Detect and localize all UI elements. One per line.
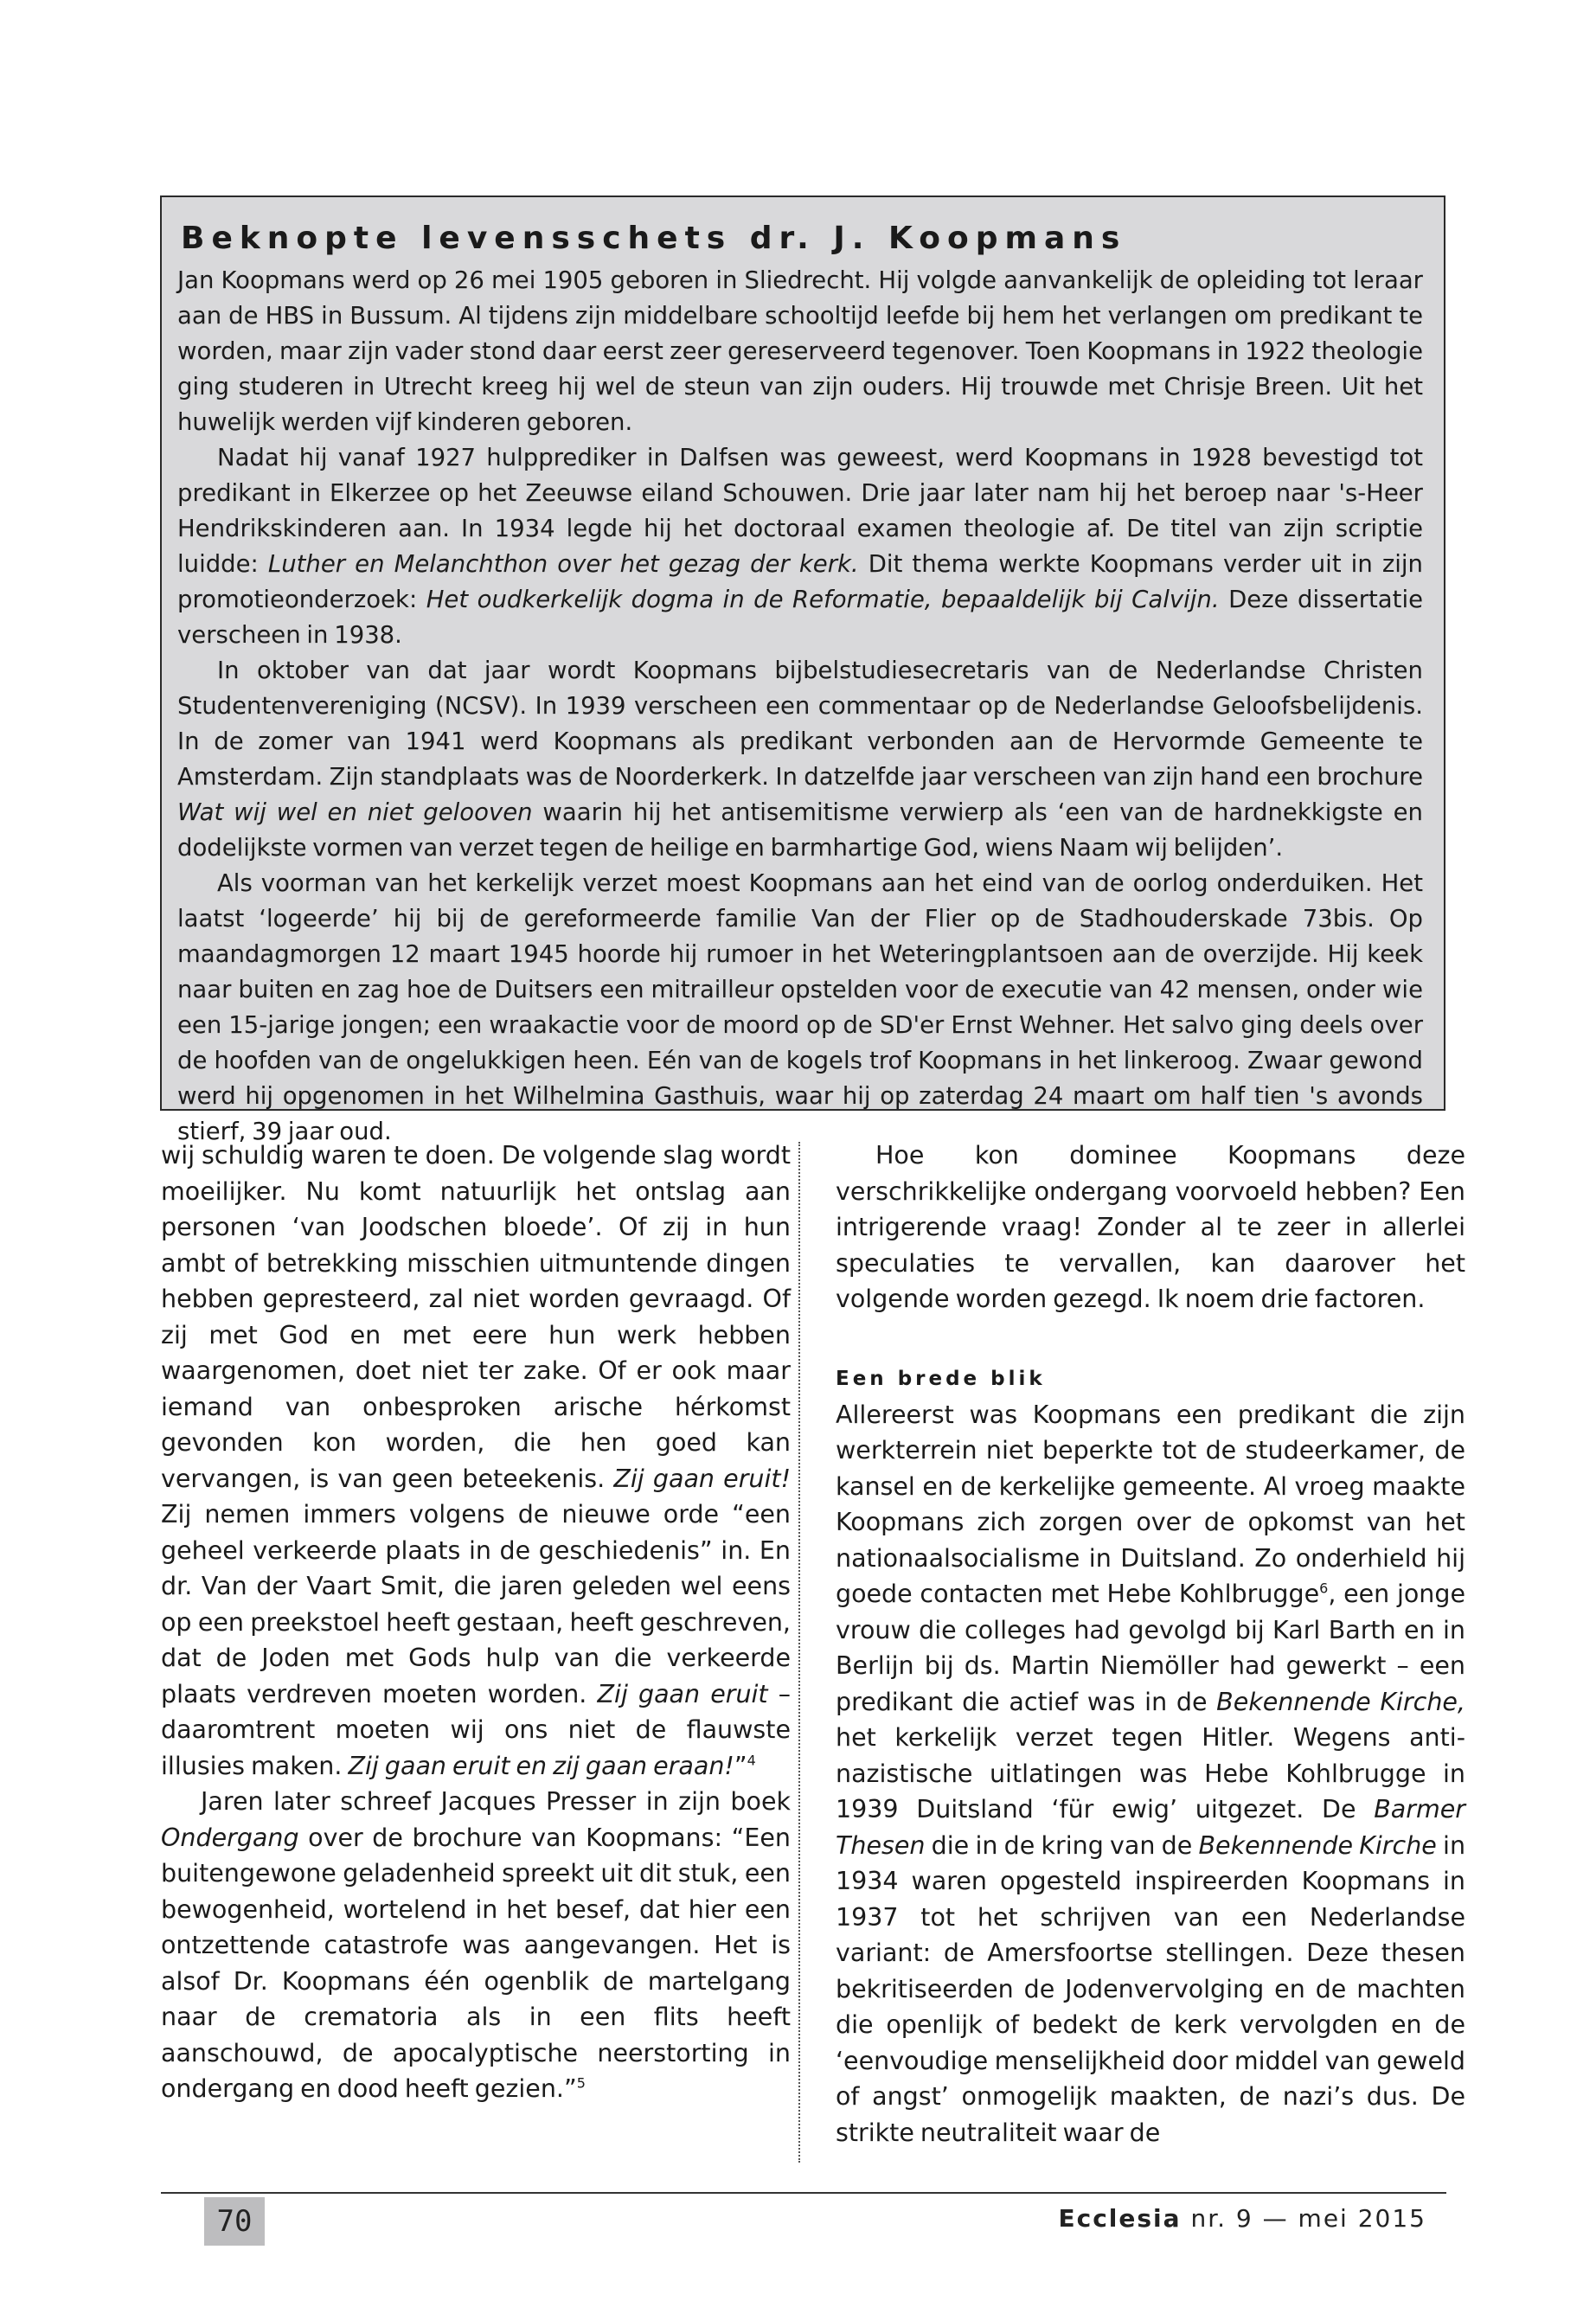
- sidebar-p2-text-b: Dit thema werkte Koopmans verder uit in zijn promotieonderzoek:: [177, 550, 1423, 613]
- left-p1-text-a: wij schuldig waren te doen. De volgende slag wordt moeilijker. Nu komt natuurlijk het ontslag aan personen ‘van Joodschen bloede’. Of zij in hun ambt of betrekking misschien uitmuntende dingen hebben gepresteerd, zal niet worden gevraagd. Of zij met God en met eere hun werk hebben waargenomen, doet niet ter zake. Of er ook maar iemand van onbesproken arische hérkomst gevonden kon worden, die hen goed kan vervangen, is van geen beteekenis.: [161, 1141, 791, 1493]
- left-p1-italic-1: Zij gaan eruit!: [613, 1464, 791, 1493]
- sidebar-title: Beknopte levensschets dr. J. Koopmans: [181, 221, 1127, 256]
- right-paragraph-2: [836, 1397, 1465, 2151]
- sidebar-paragraph-4: [177, 866, 1423, 1150]
- footnote-ref-5: 5: [576, 2074, 586, 2092]
- right-p2-italic-2: Barmer Thesen: [836, 1795, 1465, 1860]
- right-p2-text-c: het kerkelijk verzet tegen Hitler. Wegens anti-nazistische uitlatingen was Hebe Kohlbrugge in 1939 Duitsland ‘für ewig’ uitgezet. De: [836, 1723, 1465, 1823]
- right-p2-text-e: in 1934 waren opgesteld inspireerden Koopmans in 1937 tot het schrijven van een Nederlandse variant: de Amersfoortse stellingen. Deze thesen bekritiseerden de Jodenvervolging en de machten die openlijk of bedekt de kerk vervolgden en de ‘eenvoudige menselijkheid door middel van geweld of angst’ onmogelijk maakten, de nazi’s dus. De strikte neutraliteit waar de: [836, 1830, 1466, 2147]
- issue-label: nr. 9 — mei 2015: [1181, 2204, 1426, 2233]
- right-p2-text-b: , een jonge vrouw die colleges had gevolgd bij Karl Barth en in Berlijn bij ds. Martin Niemöller had gewerkt – een predikant die actief was in de: [836, 1580, 1465, 1716]
- sidebar-p3-italic-title: Wat wij wel en niet gelooven: [177, 798, 533, 826]
- right-p1-text: Hoe kon dominee Koopmans deze verschrikkelijke ondergang voorvoeld hebben? Een intrigerende vraag! Zonder al te zeer in allerlei speculaties te vervallen, kan daarover het volgende worden gezegd. Ik noem drie factoren.: [836, 1141, 1465, 1313]
- footnote-ref-6: 6: [1319, 1580, 1329, 1597]
- magazine-name: Ecclesia: [1058, 2204, 1182, 2233]
- footer-rule: [161, 2192, 1446, 2194]
- right-p2-text-a: Allereerst was Koopmans een predikant die zijn werkterrein niet beperkte tot de studeerkamer, de kansel en de kerkelijke gemeente. Al vroeg maakte Koopmans zich zorgen over de opkomst van het nationaalsocialisme in Duitsland. Zo onderhield hij goede contacten met Hebe Kohlbrugge: [836, 1400, 1465, 1608]
- left-paragraph-2: [161, 1784, 791, 2107]
- footer-issue-info: [1058, 2204, 1426, 2233]
- column-divider: [798, 1142, 800, 2163]
- sidebar-paragraph-3: [177, 653, 1423, 866]
- right-p2-italic-3: Bekennende Kirche: [1198, 1830, 1437, 1860]
- left-p2-text-b: over de brochure van Koopmans: “Een buitengewone geladenheid spreekt uit dit stuk, een bewogenheid, wortelend in het besef, dat hier een ontzettende catastrofe was aangevangen. Het is alsof Dr. Koopmans één ogenblik de martelgang naar de crematoria als in een flits heeft aanschouwd, de apocalyptische neerstorting in ondergang en dood heeft gezien.”: [161, 1823, 791, 2103]
- sidebar-p2-italic-title-1: Luther en Melanchthon over het gezag der kerk.: [267, 550, 859, 578]
- left-p1-italic-3: Zij gaan eruit en zij gaan eraan!: [348, 1751, 734, 1780]
- sidebar-p2-text-c: Deze dissertatie verscheen in 1938.: [177, 586, 1424, 649]
- left-column: [161, 1138, 791, 2107]
- sidebar-p3-text-a: In oktober van dat jaar wordt Koopmans bijbelstudiesecretaris van de Nederlandse Christen Studentenvereniging (NCSV). In 1939 verscheen een commentaar op de Nederlandse Geloofsbelijdenis. In de zomer van 1941 werd Koopmans als predikant verbonden aan de Hervormde Gemeente te Amsterdam. Zijn standplaats was de Noorderkerk. In datzelfde jaar verscheen van zijn hand een brochure: [177, 657, 1423, 791]
- left-p2-text-a: Jaren later schreef Jacques Presser in zijn boek: [201, 1787, 791, 1816]
- sidebar-paragraph-1: [177, 263, 1423, 440]
- sidebar-paragraph-2: [177, 440, 1423, 653]
- left-p1-italic-2: Zij gaan eruit: [597, 1679, 768, 1708]
- left-p1-text-b: Zij nemen immers volgens de nieuwe orde “een geheel verkeerde plaats in de geschiedenis” in. En dr. Van der Vaart Smit, die jaren geleden wel eens op een preekstoel heeft gestaan, heeft geschreven, dat de Joden met Gods hulp van die verkeerde plaats verdreven moeten worden.: [161, 1500, 791, 1708]
- sidebar-p1-text: Jan Koopmans werd op 26 mei 1905 geboren in Sliedrecht. Hij volgde aanvankelijk de opleiding tot leraar aan de HBS in Bussum. Al tijdens zijn middelbare schooltijd leefde bij hem het verlangen om predikant te worden, maar zijn vader stond daar eerst zeer gereserveerd tegenover. Toen Koopmans in 1922 theologie ging studeren in Utrecht kreeg hij wel de steun van zijn ouders. Hij trouwde met Chrisje Breen. Uit het huwelijk werden vijf kinderen geboren.: [177, 266, 1423, 436]
- page-number: 70: [204, 2197, 265, 2246]
- right-column: [836, 1138, 1465, 2150]
- sidebar-p4-text: Als voorman van het kerkelijk verzet moest Koopmans aan het eind van de oorlog onderduiken. Het laatst ‘logeerde’ hij bij de gereformeerde familie Van der Flier op de Stadhouderskade 73bis. Op maandagmorgen 12 maart 1945 hoorde hij rumoer in het Weteringplantsoen aan de overzijde. Hij keek naar buiten en zag hoe de Duitsers een mitrailleur opstelden voor de executie van 42 mensen, onder wie een 15-jarige jongen; een wraakactie voor de moord op de SD'er Ernst Wehner. Het salvo ging deels over de hoofden van de ongelukkigen heen. Eén van de kogels trof Koopmans in het linkeroog. Zwaar gewond werd hij opgenomen in het Wilhelmina Gasthuis, waar hij op zaterdag 24 maart om half tien 's avonds stierf, 39 jaar oud.: [177, 869, 1423, 1145]
- section-subheading: Een brede blik: [836, 1367, 1046, 1390]
- biography-sidebar-box: [160, 195, 1445, 1145]
- left-paragraph-1: [161, 1138, 791, 1784]
- left-p1-text-c: – daaromtrent moeten wij ons niet de flauwste illusies maken.: [161, 1679, 791, 1780]
- left-p1-close-quote: ”: [734, 1751, 747, 1780]
- footnote-ref-4: 4: [747, 1752, 756, 1768]
- right-paragraph-1: [836, 1138, 1465, 1317]
- sidebar-p3-text-b: waarin hij het antisemitisme verwierp als ‘een van de hardnekkigste en dodelijkste vormen van verzet tegen de heilige en barmhartige God, wiens Naam wij belijden’.: [177, 798, 1423, 862]
- right-p2-italic-1: Bekennende Kirche,: [1216, 1687, 1465, 1716]
- sidebar-p2-italic-title-2: Het oudkerkelijk dogma in de Reformatie, bepaaldelijk bij Calvijn.: [426, 586, 1220, 613]
- sidebar-p2-text-a: Nadat hij vanaf 1927 hulpprediker in Dalfsen was geweest, werd Koopmans in 1928 bevestigd tot predikant in Elkerzee op het Zeeuwse eiland Schouwen. Drie jaar later nam hij het beroep naar 's-Heer Hendrikskinderen aan. In 1934 legde hij het doctoraal examen theologie af. De titel van zijn scriptie luidde:: [177, 444, 1423, 578]
- left-p2-italic-book-title: Ondergang: [161, 1823, 299, 1852]
- right-p2-text-d: die in de kring van de: [925, 1830, 1199, 1860]
